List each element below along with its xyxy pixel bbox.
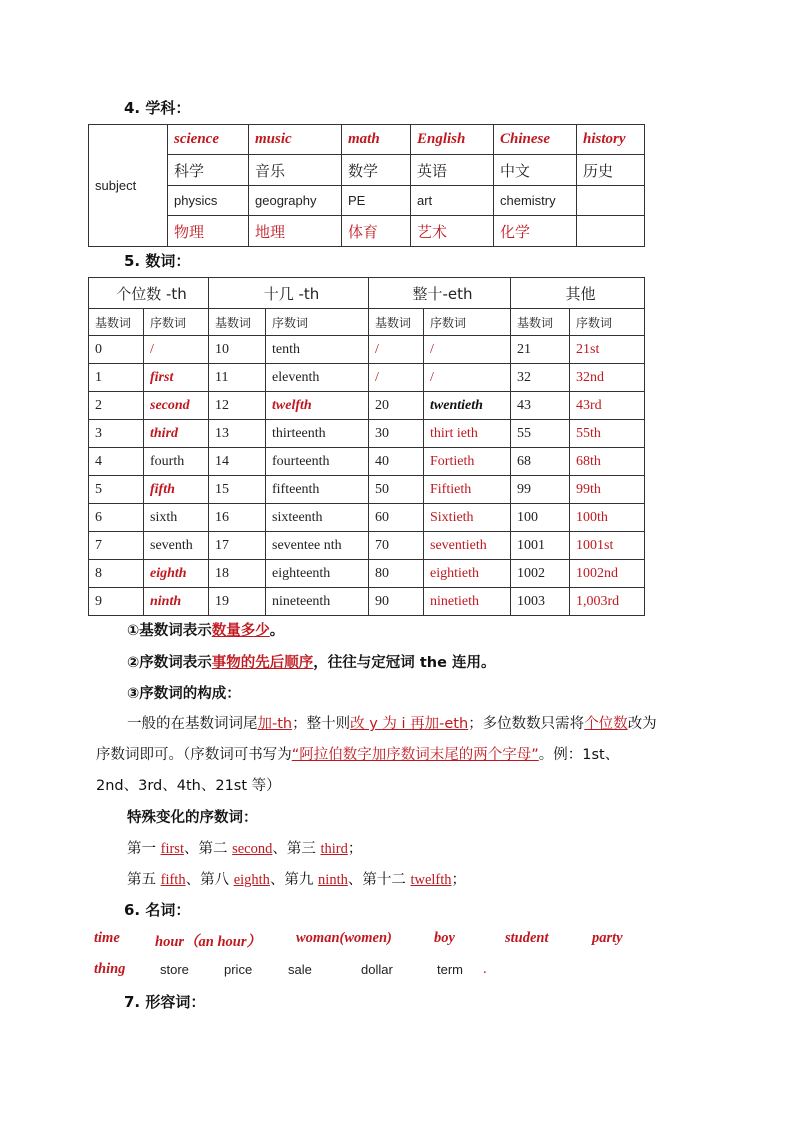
table-cell: eighth [144, 560, 209, 588]
group-header: 整十-eth [369, 278, 511, 309]
ordinal-word: third [320, 841, 348, 857]
table-cell: 10 [209, 336, 266, 364]
section-5-title: 5. 数词： [124, 252, 191, 270]
subject-row-label: subject [89, 125, 168, 247]
table-cell: 7 [89, 532, 144, 560]
special-ordinals-line-2 [127, 868, 466, 889]
table-cell: 1002 [511, 560, 570, 588]
subject-chinese-cell [577, 216, 645, 247]
subject-chinese-cell: 艺术 [411, 216, 494, 247]
ordinal-word: ninth [318, 872, 348, 888]
ordinal-word: twelfth [410, 872, 452, 888]
table-cell: fourth [144, 448, 209, 476]
table-cell: 3 [89, 420, 144, 448]
ordinal-word: eighth [233, 872, 270, 888]
highlight: 个位数 [584, 716, 628, 732]
ordinal-label: 、第九 [269, 872, 314, 888]
table-cell: 9 [89, 588, 144, 616]
table-cell: 55th [570, 420, 645, 448]
table-cell: 32 [511, 364, 570, 392]
table-cell: thirt ieth [424, 420, 511, 448]
noun-word: party [592, 930, 623, 946]
highlight: “阿拉伯数字加序数词末尾的两个字母” [291, 747, 539, 763]
note-highlight: 事物的先后顺序 [211, 655, 314, 671]
subject-english-cell: PE [342, 186, 411, 216]
text: ； [451, 872, 467, 888]
table-cell: 21st [570, 336, 645, 364]
column-header: 基数词 [511, 309, 570, 336]
table-cell: 99th [570, 476, 645, 504]
noun-word: dollar [361, 962, 393, 977]
table-cell: second [144, 392, 209, 420]
text: 改为 [627, 716, 657, 732]
table-cell: 43rd [570, 392, 645, 420]
table-cell: 40 [369, 448, 424, 476]
table-row [89, 532, 645, 560]
table-row [89, 588, 645, 616]
text: ；多位数数只需将 [468, 716, 585, 732]
text: ；整十则 [292, 716, 351, 732]
table-cell: 21 [511, 336, 570, 364]
table-cell: ninth [144, 588, 209, 616]
subject-chinese-cell: 历史 [577, 155, 645, 186]
table-cell: sixth [144, 504, 209, 532]
subject-chinese-cell: 地理 [249, 216, 342, 247]
ordinal-word: second [232, 841, 273, 857]
table-cell: 8 [89, 560, 144, 588]
table-row [89, 476, 645, 504]
table-cell: 100th [570, 504, 645, 532]
subject-english-cell [577, 186, 645, 216]
note-highlight: 数量多少 [211, 623, 270, 639]
table-row [89, 336, 645, 364]
ordinal-label: 、第二 [183, 841, 228, 857]
table-cell: 0 [89, 336, 144, 364]
noun-word: woman(women) [296, 930, 392, 946]
table-row [89, 560, 645, 588]
column-header: 基数词 [209, 309, 266, 336]
table-cell: 19 [209, 588, 266, 616]
table-cell: sixteenth [266, 504, 369, 532]
subject-english-cell: chemistry [494, 186, 577, 216]
table-cell: 32nd [570, 364, 645, 392]
table-cell: 20 [369, 392, 424, 420]
table-cell: 80 [369, 560, 424, 588]
noun-word: student [505, 930, 549, 946]
table-cell: fourteenth [266, 448, 369, 476]
table-cell: 18 [209, 560, 266, 588]
note-text: 。 [269, 623, 285, 639]
paragraph-line: 2nd、3rd、4th、21st 等） [96, 778, 281, 794]
table-cell: Sixtieth [424, 504, 511, 532]
noun-word: boy [434, 930, 455, 946]
subject-english-cell: art [411, 186, 494, 216]
table-cell: 14 [209, 448, 266, 476]
table-cell: Fiftieth [424, 476, 511, 504]
ordinal-label: 、第三 [272, 841, 316, 857]
table-cell: fifteenth [266, 476, 369, 504]
paragraph-line [96, 743, 619, 764]
column-header: 基数词 [369, 309, 424, 336]
highlight: 加-th [257, 716, 293, 732]
group-header: 其他 [511, 278, 645, 309]
table-cell: 17 [209, 532, 266, 560]
subject-chinese-cell: 科学 [168, 155, 249, 186]
subject-english-cell: English [411, 125, 494, 155]
table-cell: seventieth [424, 532, 511, 560]
subject-english-cell: history [577, 125, 645, 155]
subject-english-cell: geography [249, 186, 342, 216]
table-cell: 1 [89, 364, 144, 392]
text: 序数词即可。（序数词可书写为 [96, 747, 292, 763]
subject-chinese-cell: 化学 [494, 216, 577, 247]
note-cardinal [127, 619, 284, 640]
table-cell: / [369, 336, 424, 364]
noun-word: thing [94, 961, 126, 977]
subject-table [88, 124, 645, 247]
section-4-title: 4. 学科： [124, 99, 191, 117]
table-cell: twentieth [424, 392, 511, 420]
text: ； [347, 841, 363, 857]
table-cell: nineteenth [266, 588, 369, 616]
noun-list-line-2 [0, 961, 794, 981]
ordinal-label: 、第八 [185, 872, 230, 888]
table-cell: 70 [369, 532, 424, 560]
special-ordinals-line-1 [127, 837, 362, 858]
table-cell: 55 [511, 420, 570, 448]
note-text: ，往往与定冠词 the 连用。 [313, 655, 496, 671]
table-cell: thirteenth [266, 420, 369, 448]
table-cell: eighteenth [266, 560, 369, 588]
table-row [89, 364, 645, 392]
numerals-table [88, 277, 645, 616]
column-header: 序数词 [266, 309, 369, 336]
subject-english-cell: math [342, 125, 411, 155]
subject-chinese-cell: 音乐 [249, 155, 342, 186]
section-6-title: 6. 名词： [124, 901, 191, 919]
table-cell: seventee nth [266, 532, 369, 560]
ordinal-label: 第一 [127, 841, 156, 857]
table-cell: 6 [89, 504, 144, 532]
table-row [89, 448, 645, 476]
noun-word: hour（an hour） [155, 934, 261, 950]
subject-english-cell: Chinese [494, 125, 577, 155]
table-cell: 15 [209, 476, 266, 504]
column-header: 序数词 [570, 309, 645, 336]
table-cell: fifth [144, 476, 209, 504]
table-cell: eightieth [424, 560, 511, 588]
noun-list-line-1 [0, 930, 794, 950]
note-text: ①基数词表示 [127, 623, 212, 639]
table-cell: eleventh [266, 364, 369, 392]
column-header: 基数词 [89, 309, 144, 336]
table-cell: / [369, 364, 424, 392]
table-row [89, 392, 645, 420]
table-cell: 100 [511, 504, 570, 532]
text: 一般的在基数词词尾 [127, 716, 258, 732]
paragraph-line [127, 712, 657, 733]
group-header: 个位数 -th [89, 278, 209, 309]
table-row [89, 420, 645, 448]
table-cell: first [144, 364, 209, 392]
note-ordinal [127, 651, 495, 672]
noun-word: term [437, 962, 463, 977]
special-ordinals-title: 特殊变化的序数词： [127, 810, 258, 826]
ordinal-label: 、第十二 [347, 872, 406, 888]
table-cell: 43 [511, 392, 570, 420]
subject-english-cell: physics [168, 186, 249, 216]
table-cell: 1,003rd [570, 588, 645, 616]
table-cell: 30 [369, 420, 424, 448]
table-cell: 16 [209, 504, 266, 532]
table-cell: seventh [144, 532, 209, 560]
noun-word: time [94, 930, 120, 946]
text: 。例：1st、 [538, 747, 620, 763]
table-cell: 60 [369, 504, 424, 532]
subject-english-cell: science [168, 125, 249, 155]
ordinal-word: fifth [160, 872, 186, 888]
table-cell: 1003 [511, 588, 570, 616]
table-cell: 68th [570, 448, 645, 476]
table-cell: tenth [266, 336, 369, 364]
ordinal-label: 第五 [127, 872, 156, 888]
subject-chinese-cell: 英语 [411, 155, 494, 186]
table-cell: 68 [511, 448, 570, 476]
table-cell: / [424, 364, 511, 392]
subject-chinese-cell: 物理 [168, 216, 249, 247]
column-header: 序数词 [424, 309, 511, 336]
subject-english-cell: music [249, 125, 342, 155]
table-cell: 12 [209, 392, 266, 420]
table-cell: 1001 [511, 532, 570, 560]
table-cell: 2 [89, 392, 144, 420]
table-cell: 99 [511, 476, 570, 504]
noun-word: sale [288, 962, 312, 977]
subject-chinese-cell: 数学 [342, 155, 411, 186]
table-cell: 1002nd [570, 560, 645, 588]
table-cell: / [424, 336, 511, 364]
table-cell: 1001st [570, 532, 645, 560]
table-cell: Fortieth [424, 448, 511, 476]
table-row [89, 504, 645, 532]
note-text: ②序数词表示 [127, 655, 212, 671]
table-cell: 13 [209, 420, 266, 448]
noun-word: . [483, 961, 487, 977]
table-cell: 4 [89, 448, 144, 476]
noun-word: price [224, 962, 253, 977]
table-cell: / [144, 336, 209, 364]
table-cell: third [144, 420, 209, 448]
highlight: 改 y 为 i 再加-eth [350, 716, 469, 732]
subject-chinese-cell: 中文 [494, 155, 577, 186]
table-cell: 90 [369, 588, 424, 616]
subject-chinese-cell: 体育 [342, 216, 411, 247]
note-formation-title: ③序数词的构成： [127, 686, 241, 702]
table-cell: twelfth [266, 392, 369, 420]
table-cell: 11 [209, 364, 266, 392]
table-cell: 5 [89, 476, 144, 504]
group-header: 十几 -th [209, 278, 369, 309]
table-cell: 50 [369, 476, 424, 504]
noun-word: store [160, 962, 189, 977]
section-7-title: 7. 形容词： [124, 993, 206, 1011]
column-header: 序数词 [144, 309, 209, 336]
ordinal-word: first [160, 841, 184, 857]
table-cell: ninetieth [424, 588, 511, 616]
